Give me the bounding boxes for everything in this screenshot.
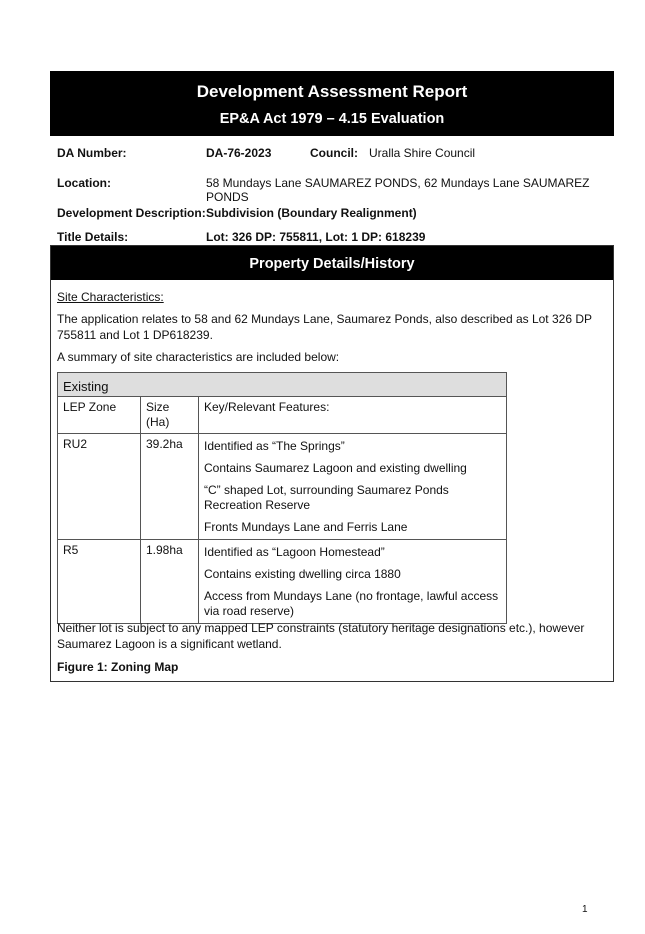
row-zone: R5 xyxy=(58,540,141,624)
location-label: Location: xyxy=(57,176,111,190)
site-characteristics-heading: Site Characteristics: xyxy=(57,290,164,304)
header-features: Key/Relevant Features: xyxy=(199,397,507,434)
council-label: Council: xyxy=(310,146,358,160)
description-label: Development Description: xyxy=(57,206,206,220)
feature-item: Identified as “The Springs” xyxy=(204,439,345,453)
table-group-label: Existing xyxy=(58,373,507,397)
title-details-label: Title Details: xyxy=(57,230,129,244)
row-zone: RU2 xyxy=(58,434,141,540)
row-features xyxy=(199,434,507,540)
report-subtitle: EP&A Act 1979 – 4.15 Evaluation xyxy=(219,111,445,127)
title-details-value: Lot: 326 DP: 755811, Lot: 1 DP: 618239 xyxy=(206,230,426,244)
row-size: 39.2ha xyxy=(141,434,199,540)
table-row xyxy=(58,434,507,540)
constraints-paragraph: Neither lot is subject to any mapped LEP constraints (statutory heritage designations etc.), however Saumarez Lagoon is a significant wetland. xyxy=(57,621,585,651)
table-header-row xyxy=(58,397,507,434)
feature-item: Contains Saumarez Lagoon and existing dwelling xyxy=(204,461,467,475)
row-features xyxy=(199,540,507,624)
intro-paragraph: The application relates to 58 and 62 Mundays Lane, Saumarez Ponds, also described as Lot 326 DP 755811 and Lot 1 DP618239. xyxy=(57,312,592,342)
site-characteristics-table xyxy=(57,372,507,624)
property-details-section xyxy=(50,245,614,682)
figure-caption: Figure 1: Zoning Map xyxy=(57,660,179,674)
header-size: Size (Ha) xyxy=(141,397,199,434)
description-value: Subdivision (Boundary Realignment) xyxy=(206,206,417,220)
feature-item: Access from Mundays Lane (no frontage, lawful access via road reserve) xyxy=(204,589,499,618)
location-value: 58 Mundays Lane SAUMAREZ PONDS, 62 Mundays Lane SAUMAREZ PONDS xyxy=(206,176,590,204)
da-number-value: DA-76-2023 xyxy=(206,146,272,160)
feature-item: Identified as “Lagoon Homestead” xyxy=(204,545,385,559)
feature-item: “C” shaped Lot, surrounding Saumarez Ponds Recreation Reserve xyxy=(204,483,449,512)
page-number: 1 xyxy=(582,904,588,915)
row-size: 1.98ha xyxy=(141,540,199,624)
table-group-row xyxy=(58,373,507,397)
section-heading: Property Details/History xyxy=(51,246,613,280)
header-lep-zone: LEP Zone xyxy=(58,397,141,434)
council-value: Uralla Shire Council xyxy=(369,146,476,160)
report-title: Development Assessment Report xyxy=(196,82,468,101)
da-number-label: DA Number: xyxy=(57,146,127,160)
table-row xyxy=(58,540,507,624)
report-header xyxy=(50,71,614,136)
feature-item: Fronts Mundays Lane and Ferris Lane xyxy=(204,520,408,534)
summary-paragraph: A summary of site characteristics are included below: xyxy=(57,350,340,364)
feature-item: Contains existing dwelling circa 1880 xyxy=(204,567,401,581)
